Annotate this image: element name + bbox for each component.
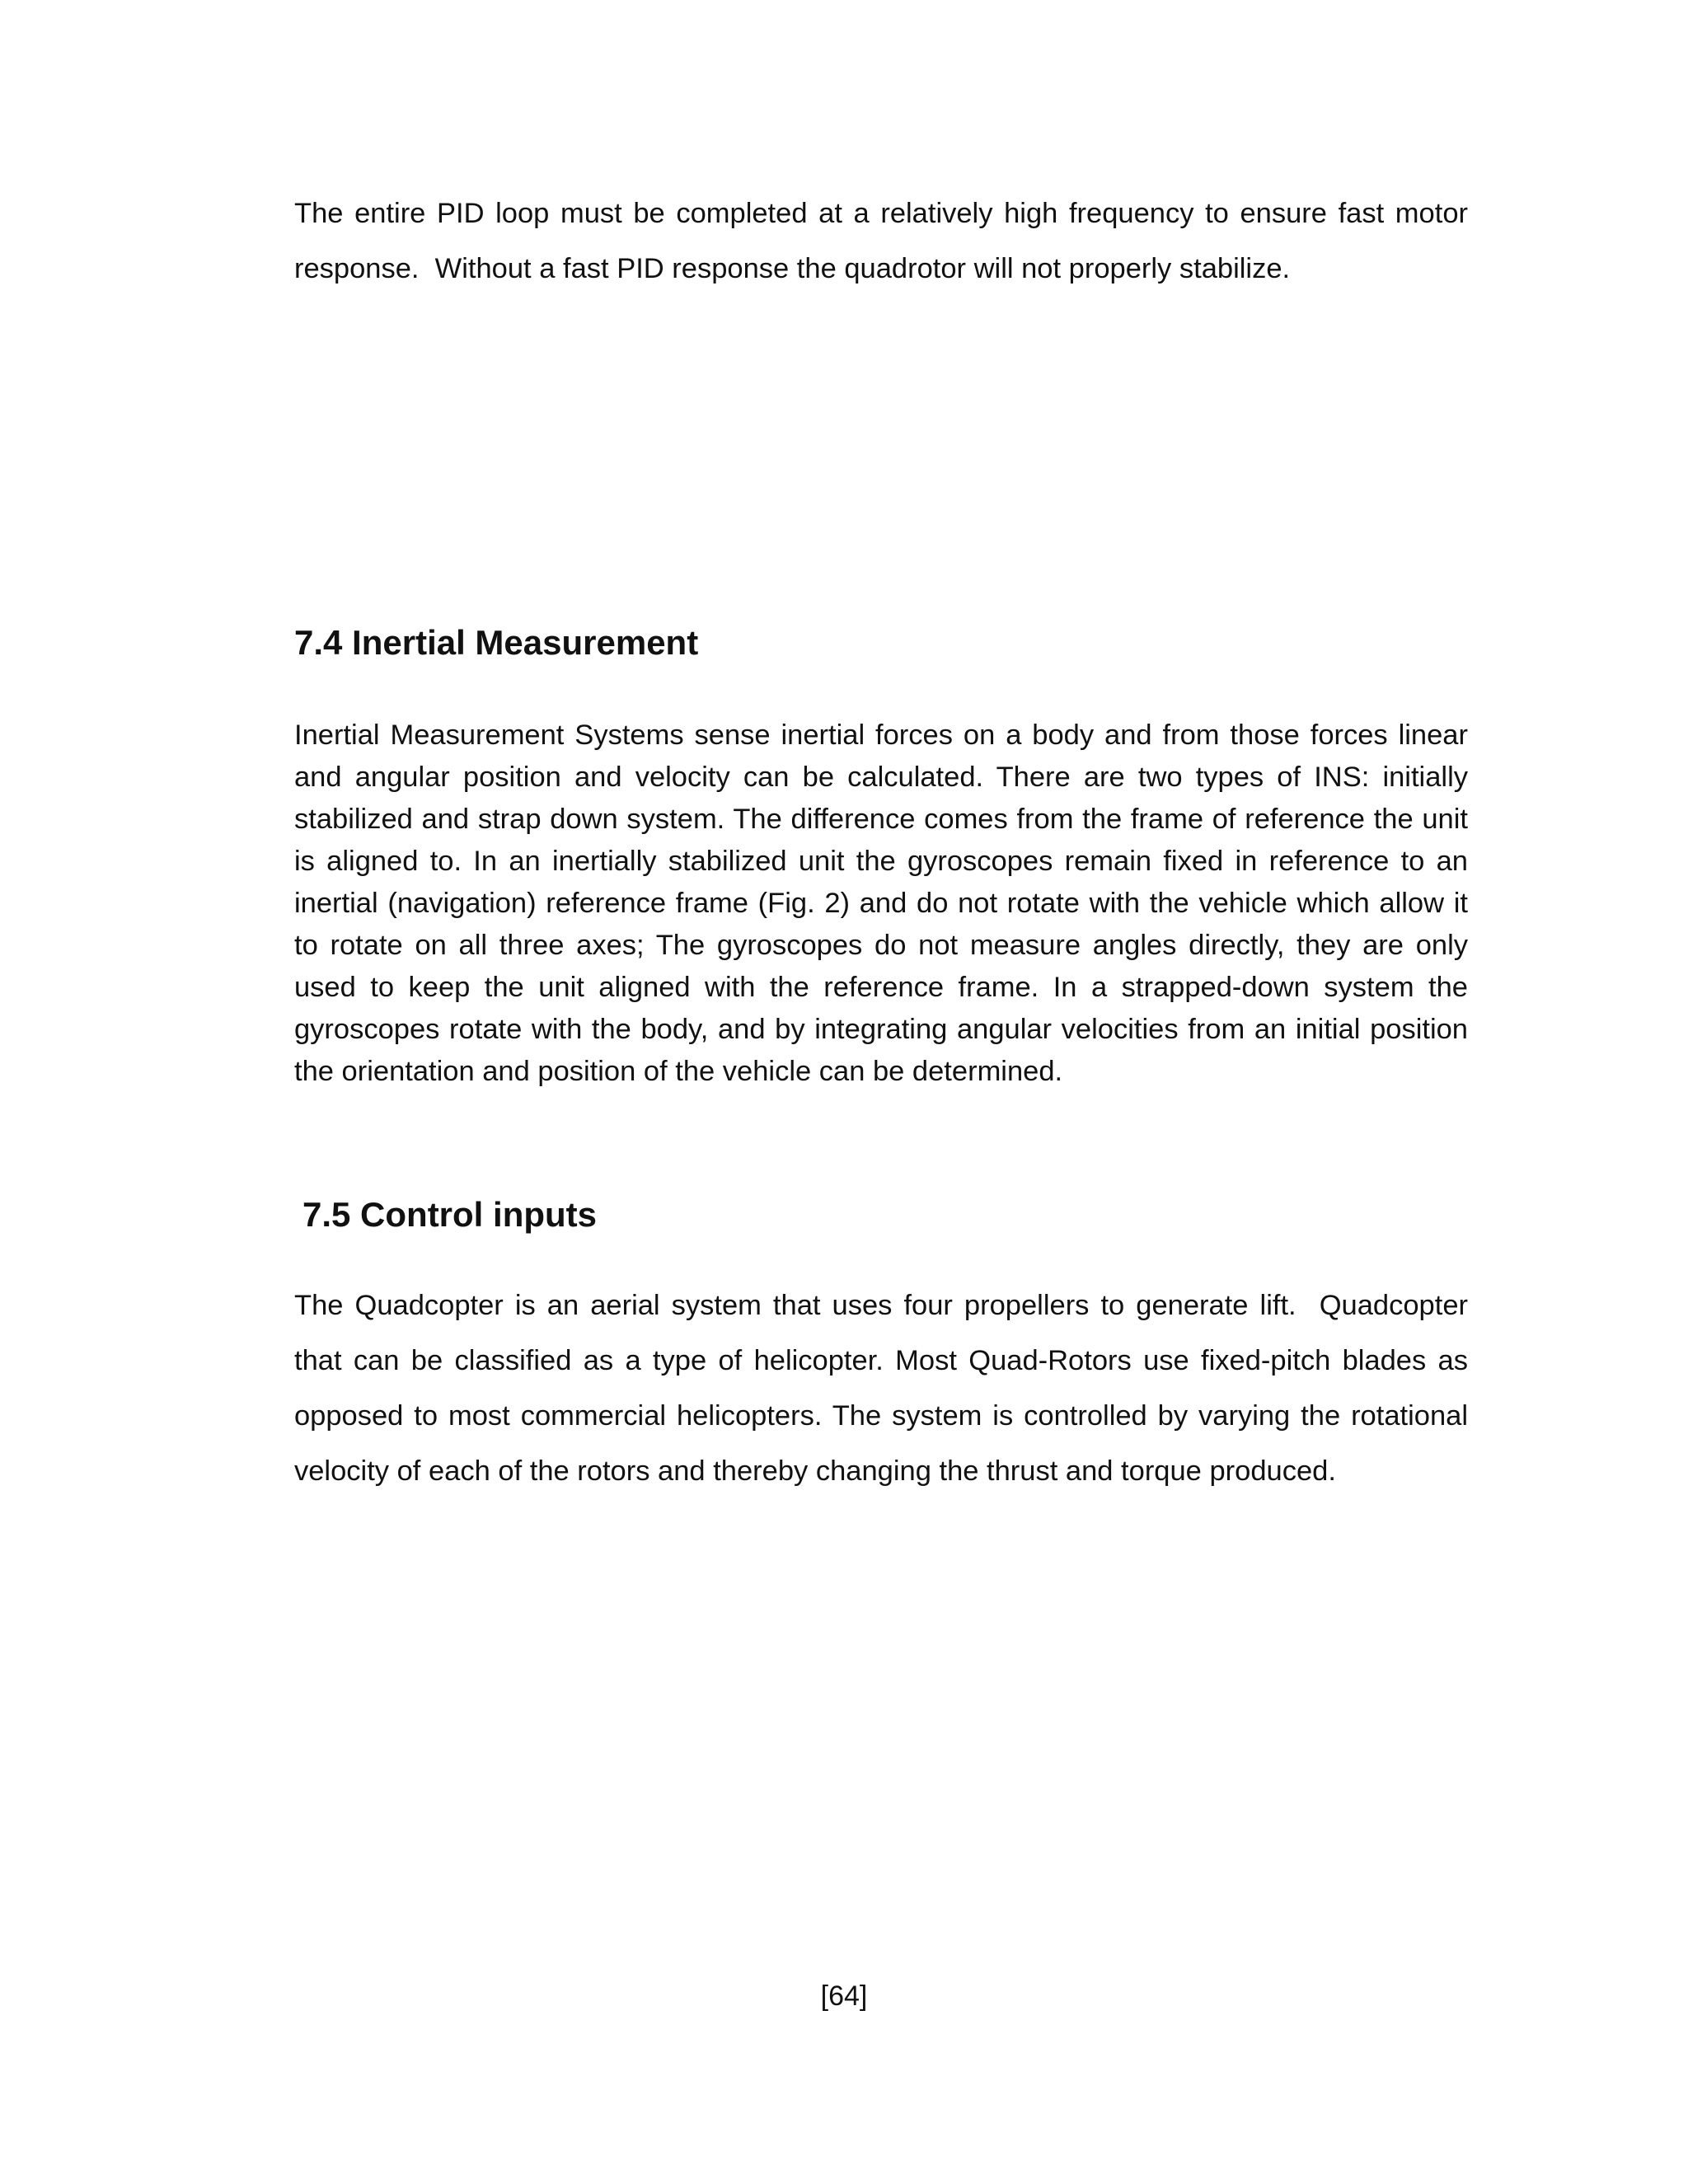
section-7-5-paragraph: The Quadcopter is an aerial system that uses four propellers to generate lift. Quadcopter that can be classified as a type of helicopter. Most Quad-Rotors use fixed-pitch blades as opposed to most commercial helicopters. The system is controlled by varying the rotational velocity of each of the rotors and thereby changing the thrust and torque produced. bbox=[294, 1290, 1476, 1487]
section-7-4-heading: 7.4 Inertial Measurement bbox=[294, 623, 699, 662]
section-7-5-heading: 7.5 Control inputs bbox=[302, 1195, 597, 1234]
page-number: [64] bbox=[820, 1980, 868, 2012]
section-7-4-body bbox=[294, 715, 1468, 1093]
intro-paragraph: The entire PID loop must be completed at a relatively high frequency to ensure fast motor response. Without a fast PID response the quadrotor will not properly stabilize. bbox=[294, 198, 1476, 284]
section-7-4-paragraph: Inertial Measurement Systems sense inertial forces on a body and from those forces linear and angular position and velocity can be calculated. There are two types of INS: initially stabilized and strap down system. The difference comes from the frame of reference the unit is aligned to. In an inertially stabilized unit the gyroscopes remain fixed in reference to an inertial (navigation) reference frame (Fig. 2) and do not rotate with the vehicle which allow it to rotate on all three axes; The gyroscopes do not measure angles directly, they are only used to keep the unit aligned with the reference frame. In a strapped-down system the gyroscopes rotate with the body, and by integrating angular velocities from an initial position the orientation and position of the vehicle can be determined. bbox=[294, 719, 1468, 1087]
intro-block bbox=[294, 186, 1476, 297]
section-7-5-body bbox=[294, 1278, 1476, 1499]
